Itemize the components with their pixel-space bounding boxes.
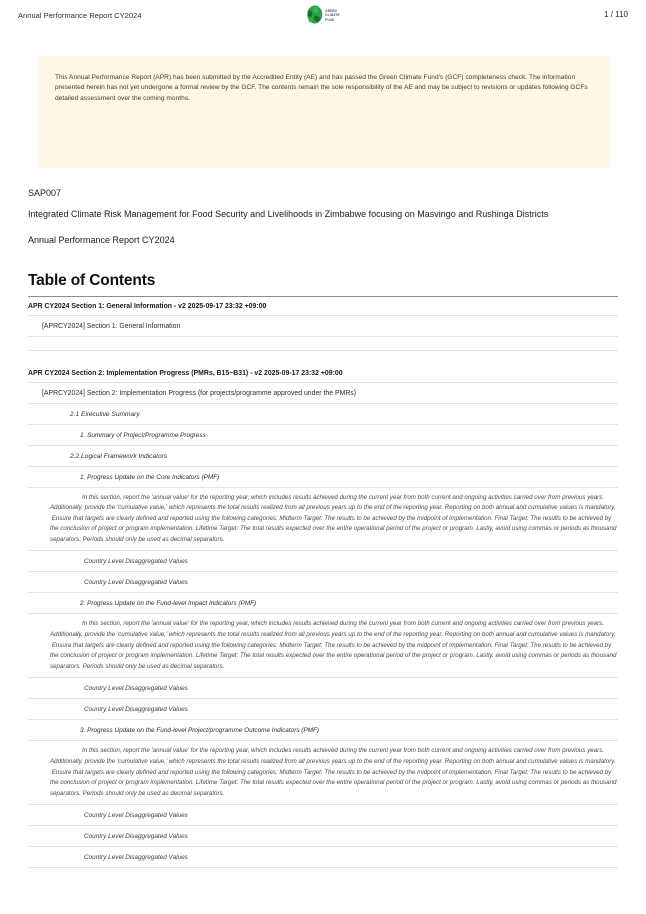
table-of-contents (0, 246, 646, 869)
toc-entry-label: 3. Progress Update on the Fund-level Project/programme Outcome Indicators (PMF) (80, 727, 320, 735)
document-title-block (0, 168, 646, 246)
toc-entry (28, 351, 618, 364)
toc-entry[interactable] (28, 720, 618, 741)
toc-entry[interactable] (28, 425, 618, 446)
logo-line-2: CLIMATE (325, 12, 340, 18)
toc-entry-label: 1. Summary of Project/Programme Progress (80, 431, 206, 439)
toc-entry-label: [APRCY2024] Section 2: Implementation Progress (for projects/programme approved under the PMRs) (42, 389, 357, 397)
toc-entry-label: 2.1 Executive Summary (70, 410, 140, 418)
project-title: Integrated Climate Risk Management for Food Security and Livelihoods in Zimbabwe focusing on Masvingo and Rushinga Districts (28, 209, 549, 219)
toc-entry[interactable] (28, 383, 618, 404)
globe-icon (306, 5, 323, 24)
toc-entry-label: APR CY2024 Section 2: Implementation Progress (PMRs, B15~B31) - v2 2025-09-17 23:32 +09:00 (28, 369, 343, 377)
toc-entry[interactable] (28, 593, 618, 614)
toc-entry-label: [APRCY2024] Section 1: General Information (42, 322, 181, 330)
toc-entry[interactable] (28, 741, 618, 805)
toc-entry-label: Country Level Disaggregated Values (84, 685, 188, 693)
toc-entry[interactable] (28, 826, 618, 847)
header-document-title: Annual Performance Report CY2024 (18, 11, 142, 20)
toc-entry[interactable] (28, 467, 618, 488)
toc-entry-label: In this section, report the 'annual value' for the reporting year, which includes results achieved during the current year from both current and ongoing activities carried over from previous years. Additionally, provide the 'cumulative value,' which represents the total results realized from all previous years up to the end of the reporting year. Reporting on both annual and cumulative values is mandatory. Ensure that targets are clearly defined and reported using the following categories: Midterm Target: The results to be achieved by the midpoint of implementation. Final Target: The results to be achieved by the conclusion of project or program implementation. Lifetime Target: The total results expected over the entire operational period of the project or program. Lastly, avoid using commas or periods as thousand separators. Periods should only be used as decimal separators. (50, 747, 618, 797)
notice-banner-wrapper (0, 30, 646, 168)
toc-entry-label: Country Level Disaggregated Values (84, 812, 188, 820)
logo-line-3: FUND (325, 17, 335, 22)
toc-entry-label: Country Level Disaggregated Values (84, 706, 188, 714)
toc-entry (28, 337, 618, 351)
toc-entry-label: In this section, report the 'annual value' for the reporting year, which includes results achieved during the current year from both current and ongoing activities carried over from previous years. Additionally, provide the 'cumulative value,' which represents the total results realized from all previous years up to the end of the reporting year. Reporting on both annual and cumulative values is mandatory. Ensure that targets are clearly defined and reported using the following categories: Midterm Target: The results to be achieved by the midpoint of implementation. Final Target: The results to be achieved by the conclusion of project or program implementation. Lifetime Target: The total results expected over the entire operational period of the project or program. Lastly, avoid using commas or periods as thousand separators. Periods should only be used as decimal separators. (50, 620, 618, 670)
project-code: SAP007 (28, 188, 62, 198)
completeness-check-notice (38, 56, 610, 168)
toc-entry-label: Country Level Disaggregated Values (84, 854, 188, 862)
toc-entry-label: In this section, report the 'annual value' for the reporting year, which includes results achieved during the current year from both current and ongoing activities carried over from previous years. Additionally, provide the 'cumulative value,' which represents the total results realized from all previous years up to the end of the reporting year. Reporting on both annual and cumulative values is mandatory. Ensure that targets are clearly defined and reported using the following categories: Midterm Target: The results to be achieved by the midpoint of implementation. Final Target: The results to be achieved by the conclusion of project or program implementation. Lifetime Target: The total results expected over the entire operational period of the project or program. Lastly, avoid using commas or periods as thousand separators. Periods should only be used as decimal separators. (50, 493, 618, 543)
page-header (0, 0, 646, 30)
page-number-indicator: 1 / 110 (604, 10, 628, 19)
toc-entry[interactable] (28, 614, 618, 678)
toc-entry-label: Country Level Disaggregated Values (84, 833, 188, 841)
logo-line-1: GREEN (325, 8, 337, 14)
toc-entry[interactable] (28, 446, 618, 467)
toc-entry[interactable] (28, 678, 618, 699)
toc-entry[interactable] (28, 297, 618, 316)
toc-entry[interactable] (28, 364, 618, 383)
toc-entry-label: 2. Progress Update on the Fund-level Impact Indicators (PMF) (80, 600, 257, 608)
toc-entry[interactable] (28, 699, 618, 720)
toc-entry[interactable] (28, 404, 618, 425)
toc-heading: Table of Contents (28, 271, 156, 289)
report-subtitle: Annual Performance Report CY2024 (28, 234, 175, 245)
toc-entry[interactable] (28, 847, 618, 868)
toc-entry[interactable] (28, 551, 618, 572)
toc-entry-label: Country Level Disaggregated Values (84, 558, 188, 566)
notice-text: This Annual Performance Report (APR) has been submitted by the Accredited Entity (AE) and has passed the Green Climate Fund's (GCF) completeness check. The information presented herein has not yet undergone a formal review by the GCF. The contents remain the sole responsibility of the AE and may be subject to revisions or updates following GCFs detailed assessment over the coming months. (55, 74, 588, 102)
toc-entry[interactable] (28, 572, 618, 593)
toc-entry[interactable] (28, 805, 618, 826)
toc-entry-list (28, 297, 618, 869)
logo-wordmark (325, 7, 339, 22)
toc-entry[interactable] (28, 316, 618, 337)
green-climate-fund-logo (306, 5, 339, 24)
toc-entry[interactable] (28, 488, 618, 552)
toc-entry-label: APR CY2024 Section 1: General Information - v2 2025-09-17 23:32 +09:00 (28, 302, 267, 310)
toc-entry-label: 1. Progress Update on the Core Indicators (PMF) (80, 473, 220, 481)
toc-entry-label: 2.2 Logical Framework Indicators (70, 452, 168, 460)
toc-entry-label: Country Level Disaggregated Values (84, 579, 188, 587)
